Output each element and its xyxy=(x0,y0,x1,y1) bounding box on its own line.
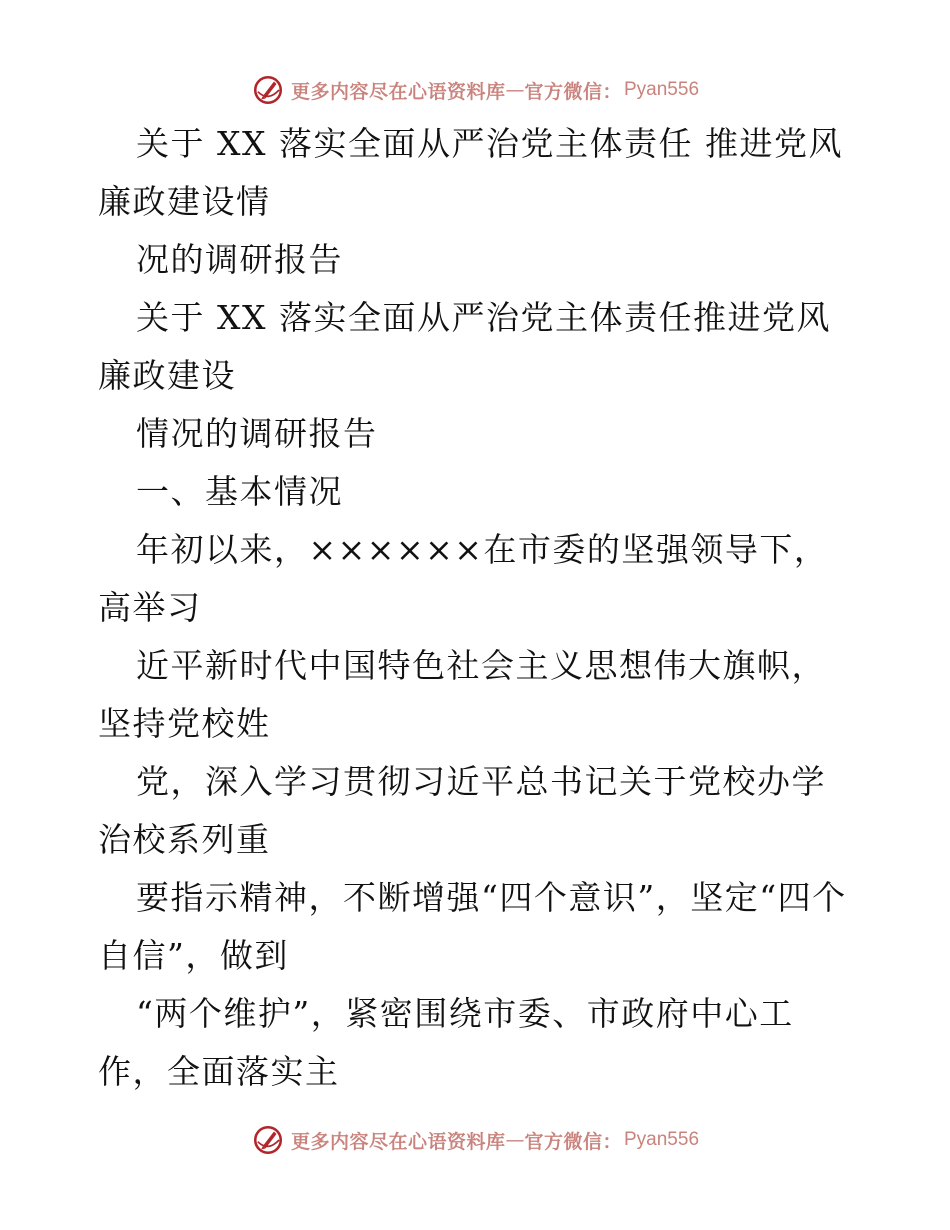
brand-logo-icon xyxy=(251,73,285,107)
banner-contact-text: 官方微信： xyxy=(524,80,622,103)
section-heading: 一、基本情况 xyxy=(136,472,343,511)
banner-contact-text: 官方微信： xyxy=(524,1130,622,1153)
paragraph-title-1: 关于 XX 落实全面从严治党主体责任 推进党风廉政建设情 xyxy=(98,124,843,221)
footer-banner xyxy=(0,1120,950,1160)
paragraph-body-3: 党，深入学习贯彻习近平总书记关于党校办学治校系列重 xyxy=(98,762,826,859)
paragraph-body-2: 近平新时代中国特色社会主义思想伟大旗帜，坚持党校姓 xyxy=(98,646,826,743)
banner-separator: — xyxy=(505,79,525,101)
document-body xyxy=(98,115,858,1101)
brand-logo-icon xyxy=(251,1123,285,1157)
paragraph-body-1: 年初以来，××××××在市委的坚强领导下，高举习 xyxy=(98,530,829,627)
banner-contact-id: Pyan556 xyxy=(624,79,700,100)
banner-brand-text: 更多内容尽在心语资料库 xyxy=(290,80,506,103)
paragraph-body-5: “两个维护”，紧密围绕市委、市政府中心工作，全面落实主 xyxy=(98,994,794,1091)
banner-brand-text: 更多内容尽在心语资料库 xyxy=(290,1130,506,1153)
paragraph-title-2: 况的调研报告 xyxy=(136,240,343,279)
paragraph-subtitle-1: 关于 XX 落实全面从严治党主体责任推进党风廉政建设 xyxy=(98,298,831,395)
paragraph-body-4: 要指示精神，不断增强“四个意识”，坚定“四个自信”，做到 xyxy=(98,878,847,975)
header-banner xyxy=(0,70,950,110)
banner-separator: — xyxy=(505,1129,525,1151)
banner-contact-id: Pyan556 xyxy=(624,1129,700,1150)
paragraph-subtitle-2: 情况的调研报告 xyxy=(136,414,378,453)
